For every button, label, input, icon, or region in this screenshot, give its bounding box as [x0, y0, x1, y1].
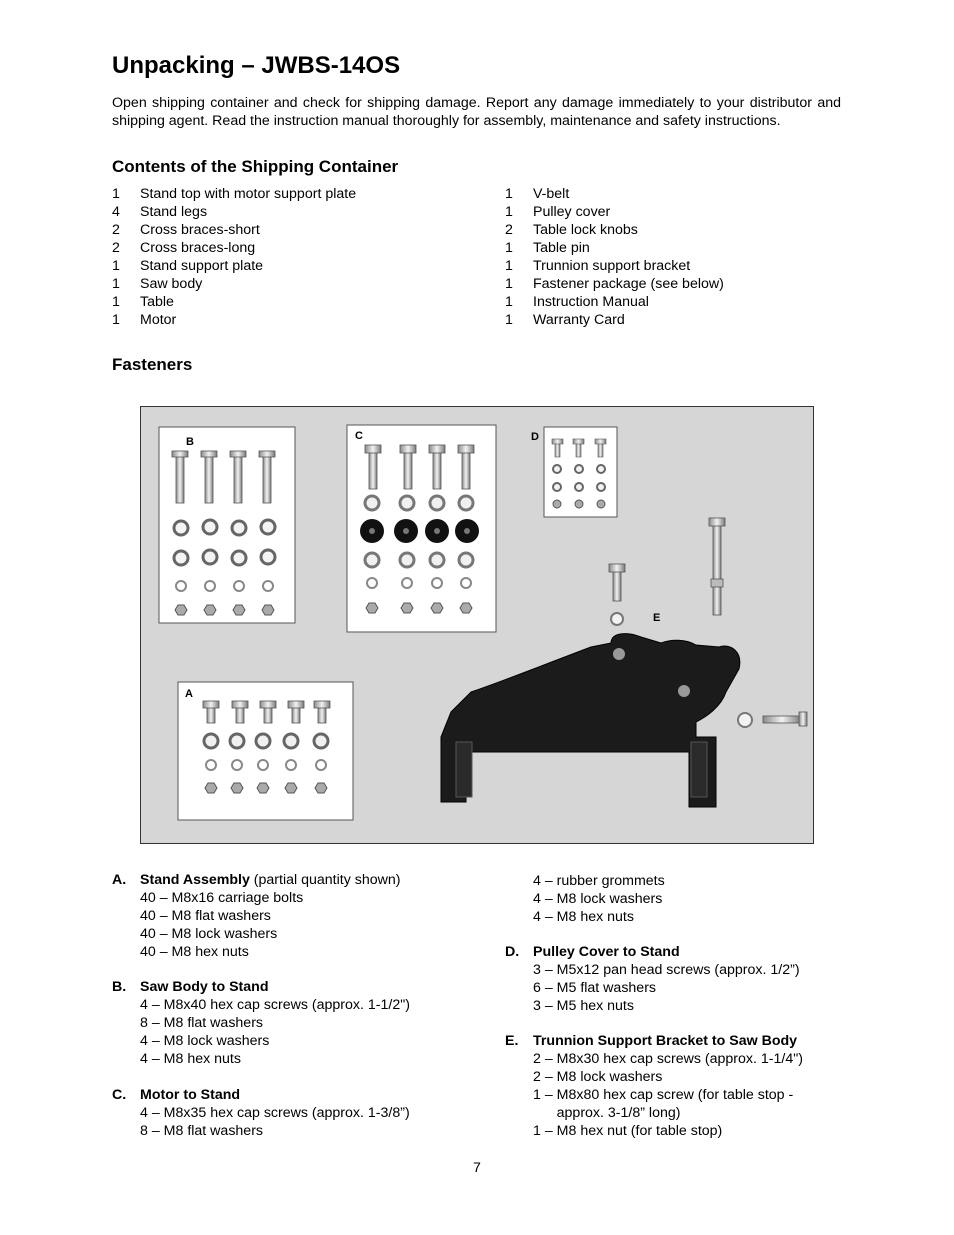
- section-c-item: 4 – M8x35 hex cap screws (approx. 1-3/8”): [140, 1105, 410, 1121]
- label-e: E: [653, 612, 661, 624]
- section-b-letter: B.: [112, 979, 127, 995]
- contents-item-qty: 1: [505, 240, 513, 256]
- section-d-letter: D.: [505, 944, 520, 960]
- section-e-item: 1 – M8 hex nut (for table stop): [533, 1123, 723, 1139]
- contents-item-name: Warranty Card: [533, 312, 625, 328]
- contents-item-qty: 1: [505, 312, 513, 328]
- section-b-item: 4 – M8 lock washers: [140, 1033, 270, 1049]
- section-c-item: 4 – rubber grommets: [533, 873, 665, 889]
- section-d: [505, 943, 800, 1015]
- panel-c: [347, 425, 496, 632]
- label-a: A: [185, 688, 193, 700]
- section-d-item: 3 – M5x12 pan head screws (approx. 1/2”): [533, 962, 800, 978]
- contents-list-item: [112, 311, 472, 329]
- section-b-item: 4 – M8 hex nuts: [140, 1051, 241, 1067]
- contents-item-qty: 1: [112, 294, 120, 310]
- contents-list-item: [505, 257, 845, 275]
- contents-list-item: [505, 185, 845, 203]
- page-title: Unpacking – JWBS-14OS: [112, 52, 401, 79]
- contents-item-name: Table: [140, 294, 174, 310]
- section-c-letter: C.: [112, 1087, 127, 1103]
- label-d: D: [531, 431, 539, 443]
- section-c-item: 8 – M8 flat washers: [140, 1123, 264, 1139]
- contents-item-qty: 1: [112, 312, 120, 328]
- contents-item-name: Stand legs: [140, 204, 208, 220]
- section-e-letter: E.: [505, 1033, 519, 1049]
- contents-item-qty: 2: [505, 222, 513, 238]
- fasteners-photo: [140, 406, 814, 844]
- section-d-title: Pulley Cover to Stand: [533, 944, 680, 960]
- contents-item-qty: 1: [505, 276, 513, 292]
- contents-list-item: [112, 293, 472, 311]
- contents-heading: Contents of the Shipping Container: [112, 157, 399, 176]
- contents-item-name: Stand top with motor support plate: [140, 186, 357, 202]
- section-c-item: 4 – M8 hex nuts: [533, 909, 634, 925]
- section-c-continued: [505, 872, 665, 926]
- contents-item-qty: 2: [112, 222, 120, 238]
- section-c-title: Motor to Stand: [140, 1087, 241, 1103]
- section-e-title: Trunnion Support Bracket to Saw Body: [533, 1033, 798, 1049]
- section-e-item: 2 – M8 lock washers: [533, 1069, 663, 1085]
- fasteners-heading: Fasteners: [112, 355, 193, 374]
- contents-item-name: V-belt: [533, 186, 570, 202]
- contents-list-item: [112, 221, 472, 239]
- section-a-letter: A.: [112, 872, 127, 888]
- contents-list-item: [112, 185, 472, 203]
- contents-list-item: [112, 203, 472, 221]
- section-a-item: 40 – M8 lock washers: [140, 926, 278, 942]
- contents-item-qty: 1: [112, 186, 120, 202]
- intro-paragraph: Open shipping container and check for shipping damage. Report any damage immediately to your distributor and shipping agent. Read the instruction manual thoroughly for assembly, maintenance and safety instructions.: [112, 95, 841, 129]
- contents-item-name: Instruction Manual: [533, 294, 649, 310]
- section-d-item: 3 – M5 hex nuts: [533, 998, 634, 1014]
- section-a: [112, 871, 401, 961]
- contents-list-right: [505, 185, 845, 329]
- contents-item-name: Table pin: [533, 240, 590, 256]
- section-b: [112, 978, 410, 1068]
- contents-item-name: Cross braces-long: [140, 240, 256, 256]
- page-number: 7: [473, 1160, 481, 1176]
- contents-item-name: Table lock knobs: [533, 222, 638, 238]
- contents-item-name: Motor: [140, 312, 177, 328]
- contents-item-qty: 4: [112, 204, 120, 220]
- contents-list-item: [505, 275, 845, 293]
- contents-list-item: [505, 311, 845, 329]
- contents-item-name: Saw body: [140, 276, 203, 292]
- section-e-item: approx. 3-1/8” long): [533, 1105, 681, 1121]
- section-b-title: Saw Body to Stand: [140, 979, 269, 995]
- contents-list-item: [505, 221, 845, 239]
- contents-item-name: Pulley cover: [533, 204, 611, 220]
- panel-d: [531, 427, 617, 517]
- contents-list-item: [112, 257, 472, 275]
- contents-item-qty: 1: [112, 276, 120, 292]
- contents-item-qty: 1: [112, 258, 120, 274]
- section-a-title: Stand Assembly: [140, 872, 250, 888]
- label-b: B: [186, 436, 194, 448]
- contents-item-qty: 1: [505, 258, 513, 274]
- contents-list-item: [112, 239, 472, 257]
- section-e: [505, 1032, 803, 1140]
- contents-item-name: Fastener package (see below): [533, 276, 724, 292]
- contents-item-name: Trunnion support bracket: [533, 258, 691, 274]
- contents-item-qty: 1: [505, 186, 513, 202]
- contents-item-qty: 2: [112, 240, 120, 256]
- section-e-item: 1 – M8x80 hex cap screw (for table stop -: [533, 1087, 794, 1103]
- contents-list-item: [112, 275, 472, 293]
- section-b-item: 8 – M8 flat washers: [140, 1015, 264, 1031]
- fasteners-photo-drawing: [141, 407, 813, 843]
- section-c-item: 4 – M8 lock washers: [533, 891, 663, 907]
- section-a-item: 40 – M8 flat washers: [140, 908, 271, 924]
- contents-item-name: Stand support plate: [140, 258, 264, 274]
- contents-list-item: [505, 203, 845, 221]
- panel-a: [178, 682, 353, 820]
- contents-item-name: Cross braces-short: [140, 222, 260, 238]
- contents-list-left: [112, 185, 472, 329]
- contents-list-item: [505, 293, 845, 311]
- section-b-item: 4 – M8x40 hex cap screws (approx. 1-1/2"): [140, 997, 410, 1013]
- label-c: C: [355, 430, 363, 442]
- section-d-item: 6 – M5 flat washers: [533, 980, 657, 996]
- contents-item-qty: 1: [505, 204, 513, 220]
- contents-item-qty: 1: [505, 294, 513, 310]
- section-a-item: 40 – M8x16 carriage bolts: [140, 890, 304, 906]
- section-a-note: (partial quantity shown): [249, 872, 401, 888]
- section-c: [112, 1086, 410, 1140]
- contents-list-item: [505, 239, 845, 257]
- section-a-item: 40 – M8 hex nuts: [140, 944, 249, 960]
- section-e-item: 2 – M8x30 hex cap screws (approx. 1-1/4"): [533, 1051, 803, 1067]
- panel-b: [159, 427, 295, 623]
